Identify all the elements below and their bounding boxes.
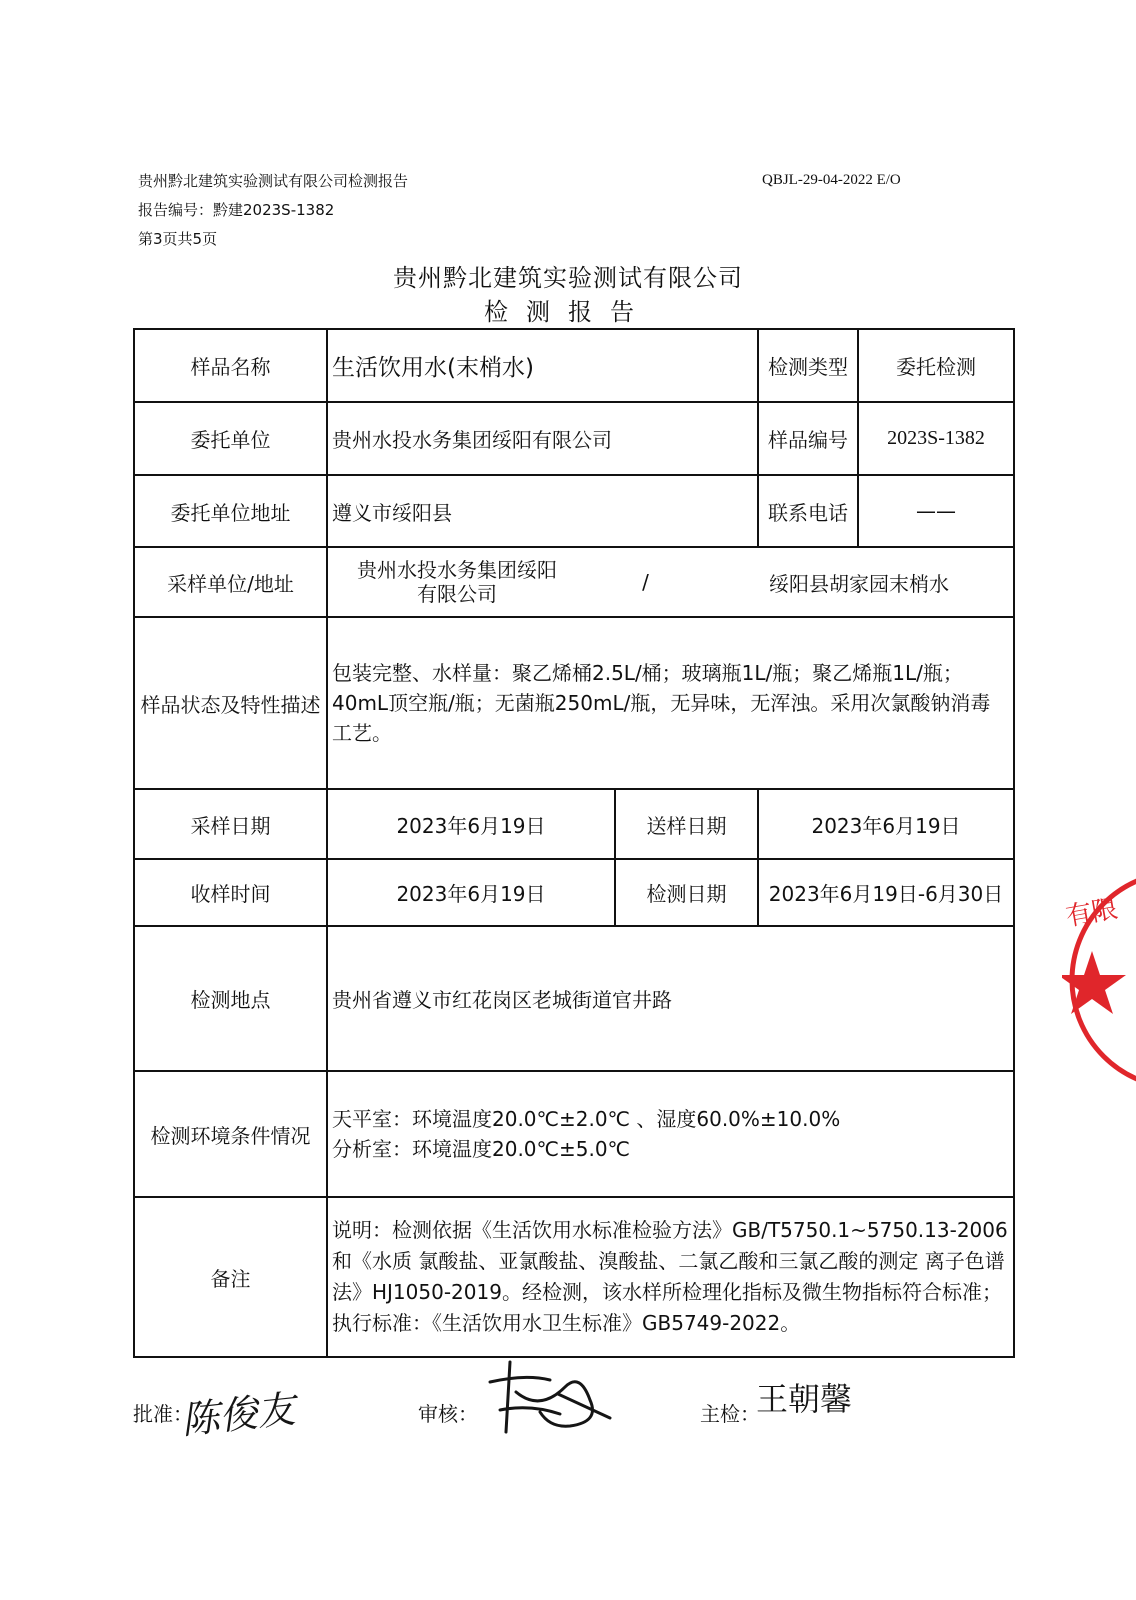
form-code: QBJL-29-04-2022 E/O: [762, 172, 901, 188]
sampler-unit: [342, 558, 572, 606]
sampler-separator: /: [642, 570, 649, 594]
receive-time-label: 收样时间: [134, 859, 327, 926]
report-table: [133, 328, 1015, 1358]
sampler-address: 绥阳县胡家园末梢水: [769, 571, 949, 596]
sample-state-value: 包装完整、水样量：聚乙烯桶2.5L/桶；玻璃瓶1L/瓶；聚乙烯瓶1L/瓶；40mL顶空瓶/瓶；无菌瓶250mL/瓶，无异味，无浑浊。采用次氯酸钠消毒工艺。: [327, 617, 1014, 789]
client-label: 委托单位: [134, 402, 327, 475]
table-row: [134, 475, 1014, 547]
sampling-date-value: 2023年6月19日: [327, 789, 615, 859]
environment-label: 检测环境条件情况: [134, 1071, 327, 1197]
environment-line1: 天平室：环境温度20.0℃±2.0℃ 、湿度60.0%±10.0%: [332, 1107, 841, 1131]
review-signature: [470, 1352, 620, 1442]
sample-no-value: 2023S-1382: [858, 402, 1014, 475]
delivery-date-label: 送样日期: [615, 789, 758, 859]
table-row: [134, 926, 1014, 1071]
test-type-value: 委托检测: [858, 329, 1014, 402]
inspector-signature-text: 王朝馨: [756, 1380, 853, 1418]
table-row: [134, 1071, 1014, 1197]
sampler-unit-line2: 有限公司: [417, 582, 497, 606]
header-company-report: 贵州黔北建筑实验测试有限公司检测报告: [138, 172, 409, 190]
sampling-date-label: 采样日期: [134, 789, 327, 859]
client-address-label: 委托单位地址: [134, 475, 327, 547]
delivery-date-value: 2023年6月19日: [758, 789, 1014, 859]
approve-signature-text: 陈俊友: [179, 1386, 298, 1443]
title-company: 贵州黔北建筑实验测试有限公司: [393, 264, 743, 292]
sampler-unit-line1: 贵州水投水务集团绥阳: [357, 558, 557, 582]
table-row: [134, 789, 1014, 859]
inspector-signature: [754, 1372, 874, 1422]
environment-line2: 分析室：环境温度20.0℃±5.0℃: [332, 1137, 631, 1161]
table-row: [134, 1197, 1014, 1357]
table-row: [134, 547, 1014, 617]
approve-signature: [176, 1372, 326, 1452]
test-date-value: 2023年6月19日-6月30日: [758, 859, 1014, 926]
approve-label: 批准：: [133, 1402, 193, 1426]
test-date-label: 检测日期: [615, 859, 758, 926]
header-page-info: 第3页共5页: [138, 230, 218, 248]
review-label: 审核：: [418, 1402, 478, 1426]
remark-value: 说明：检测依据《生活饮用水标准检验方法》GB/T5750.1~5750.13-2006和《水质 氯酸盐、亚氯酸盐、溴酸盐、二氯乙酸和三氯乙酸的测定 离子色谱法》HJ1050-2019。经检测，该水样所检理化指标及微生物指标符合标准；执行标准：《生活饮用水卫生标准》GB5749-2022。: [327, 1197, 1014, 1357]
receive-time-value: 2023年6月19日: [327, 859, 615, 926]
sample-name-label: 样品名称: [134, 329, 327, 402]
stamp-seal: [1062, 865, 1136, 1095]
client-address-value: 遵义市绥阳县: [327, 475, 758, 547]
svg-text:有限: 有限: [1063, 893, 1121, 933]
phone-label: 联系电话: [758, 475, 858, 547]
sampler-label: 采样单位/地址: [134, 547, 327, 617]
test-location-value: 贵州省遵义市红花岗区老城街道官井路: [327, 926, 1014, 1071]
phone-value: ——: [858, 475, 1014, 547]
sampler-value: [327, 547, 1014, 617]
remark-label: 备注: [134, 1197, 327, 1357]
sample-name-value: 生活饮用水(末梢水): [327, 329, 758, 402]
test-type-label: 检测类型: [758, 329, 858, 402]
title-report: 检测报告: [484, 298, 652, 326]
table-row: [134, 329, 1014, 402]
table-row: [134, 402, 1014, 475]
table-row: [134, 617, 1014, 789]
table-row: [134, 859, 1014, 926]
environment-value: [327, 1071, 1014, 1197]
client-value: 贵州水投水务集团绥阳有限公司: [327, 402, 758, 475]
sample-no-label: 样品编号: [758, 402, 858, 475]
test-location-label: 检测地点: [134, 926, 327, 1071]
inspector-label: 主检：: [700, 1402, 760, 1426]
sample-state-label: 样品状态及特性描述: [134, 617, 327, 789]
header-report-number: 报告编号：黔建2023S-1382: [138, 201, 335, 219]
